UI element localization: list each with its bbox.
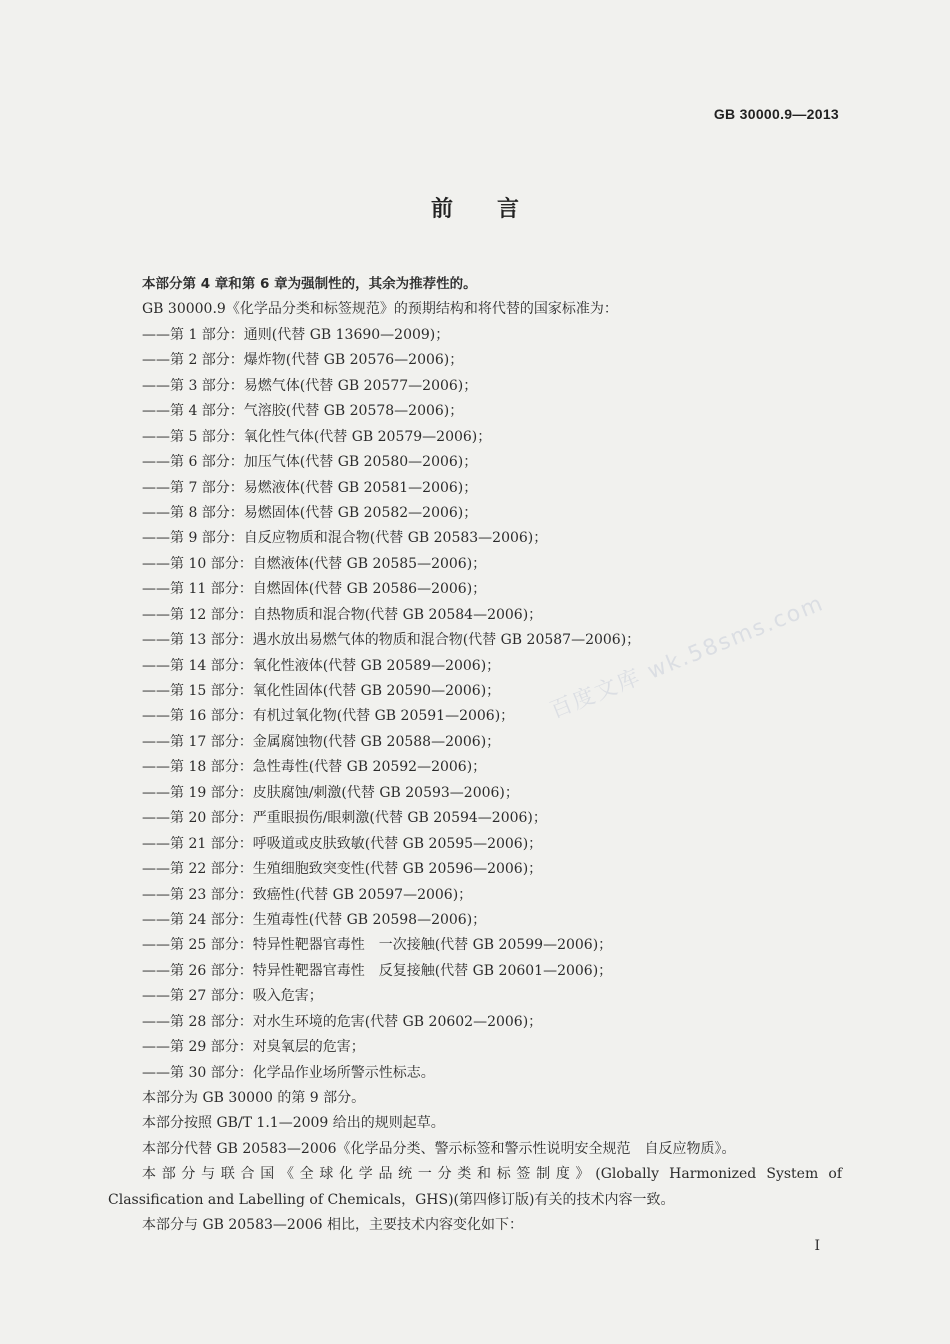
part-item: ——第 19 部分：皮肤腐蚀/刺激(代替 GB 20593—2006)； <box>142 784 519 801</box>
structure-intro: GB 30000.9《化学品分类和标签规范》的预期结构和将代替的国家标准为： <box>142 301 618 318</box>
part-item: ——第 22 部分：生殖细胞致突变性(代替 GB 20596—2006)； <box>142 861 543 878</box>
standard-code: GB 30000.9—2013 <box>713 106 839 122</box>
mandatory-statement: 本部分第 4 章和第 6 章为强制性的，其余为推荐性的。 <box>142 276 477 292</box>
foreword-body <box>108 272 842 1239</box>
part-item: ——第 30 部分：化学品作业场所警示性标志。 <box>142 1064 435 1081</box>
part-item: ——第 6 部分：加压气体(代替 GB 20580—2006)； <box>142 454 478 471</box>
part-item: ——第 9 部分：自反应物质和混合物(代替 GB 20583—2006)； <box>142 530 548 547</box>
part-item: ——第 21 部分：呼吸道或皮肤致敏(代替 GB 20595—2006)； <box>142 835 543 852</box>
paragraph-part-number: 本部分为 GB 30000 的第 9 部分。 <box>142 1090 366 1106</box>
paragraph-replaces: 本部分代替 GB 20583—2006《化学品分类、警示标签和警示性说明安全规范 自反应物质》。 <box>142 1140 736 1157</box>
parts-list <box>108 323 842 1086</box>
part-item: ——第 16 部分：有机过氧化物(代替 GB 20591—2006)； <box>142 708 515 725</box>
part-item: ——第 29 部分：对臭氧层的危害； <box>142 1039 365 1056</box>
part-item: ——第 27 部分：吸入危害； <box>142 988 323 1005</box>
part-item: ——第 10 部分：自燃液体(代替 GB 20585—2006)； <box>142 555 487 572</box>
part-item: ——第 3 部分：易燃气体(代替 GB 20577—2006)； <box>142 377 478 394</box>
part-item: ——第 2 部分：爆炸物(代替 GB 20576—2006)； <box>142 352 464 369</box>
part-item: ——第 14 部分：氧化性液体(代替 GB 20589—2006)； <box>142 657 501 674</box>
part-item: ——第 18 部分：急性毒性(代替 GB 20592—2006)； <box>142 759 487 776</box>
paragraph-ghs-line2: Classification and Labelling of Chemicals，GHS)(第四修订版)有关的技术内容一致。 <box>108 1191 675 1208</box>
part-item: ——第 4 部分：气溶胶(代替 GB 20578—2006)； <box>142 403 464 420</box>
part-item: ——第 26 部分：特异性靶器官毒性 反复接触(代替 GB 20601—2006)； <box>142 962 613 979</box>
page-title: 前言 <box>430 197 563 222</box>
part-item: ——第 28 部分：对水生环境的危害(代替 GB 20602—2006)； <box>142 1013 543 1030</box>
part-item: ——第 24 部分：生殖毒性(代替 GB 20598—2006)； <box>142 911 487 928</box>
paragraph-changes: 本部分与 GB 20583—2006 相比，主要技术内容变化如下： <box>142 1217 523 1234</box>
part-item: ——第 20 部分：严重眼损伤/眼刺激(代替 GB 20594—2006)； <box>142 810 547 827</box>
part-item: ——第 1 部分：通则(代替 GB 13690—2009)； <box>142 326 450 343</box>
part-item: ——第 5 部分：氧化性气体(代替 GB 20579—2006)； <box>142 428 492 445</box>
part-item: ——第 8 部分：易燃固体(代替 GB 20582—2006)； <box>142 504 478 521</box>
part-item: ——第 11 部分：自燃固体(代替 GB 20586—2006)； <box>142 581 487 598</box>
page-number: I <box>814 1238 820 1254</box>
part-item: ——第 13 部分：遇水放出易燃气体的物质和混合物(代替 GB 20587—2006)； <box>142 632 641 649</box>
paragraph-ghs-line1: 本部分与联合国《全球化学品统一分类和标签制度》(Globally Harmonized System of <box>142 1166 842 1183</box>
part-item: ——第 17 部分：金属腐蚀物(代替 GB 20588—2006)； <box>142 733 501 750</box>
part-item: ——第 23 部分：致癌性(代替 GB 20597—2006)； <box>142 886 473 903</box>
part-item: ——第 12 部分：自热物质和混合物(代替 GB 20584—2006)； <box>142 606 543 623</box>
paragraph-drafting-rules: 本部分按照 GB/T 1.1—2009 给出的规则起草。 <box>142 1115 445 1132</box>
part-item: ——第 25 部分：特异性靶器官毒性 一次接触(代替 GB 20599—2006)； <box>142 937 613 954</box>
watermark: 百度文库 wk.58sms.com <box>546 590 828 724</box>
part-item: ——第 7 部分：易燃液体(代替 GB 20581—2006)； <box>142 479 478 496</box>
part-item: ——第 15 部分：氧化性固体(代替 GB 20590—2006)； <box>142 683 501 699</box>
